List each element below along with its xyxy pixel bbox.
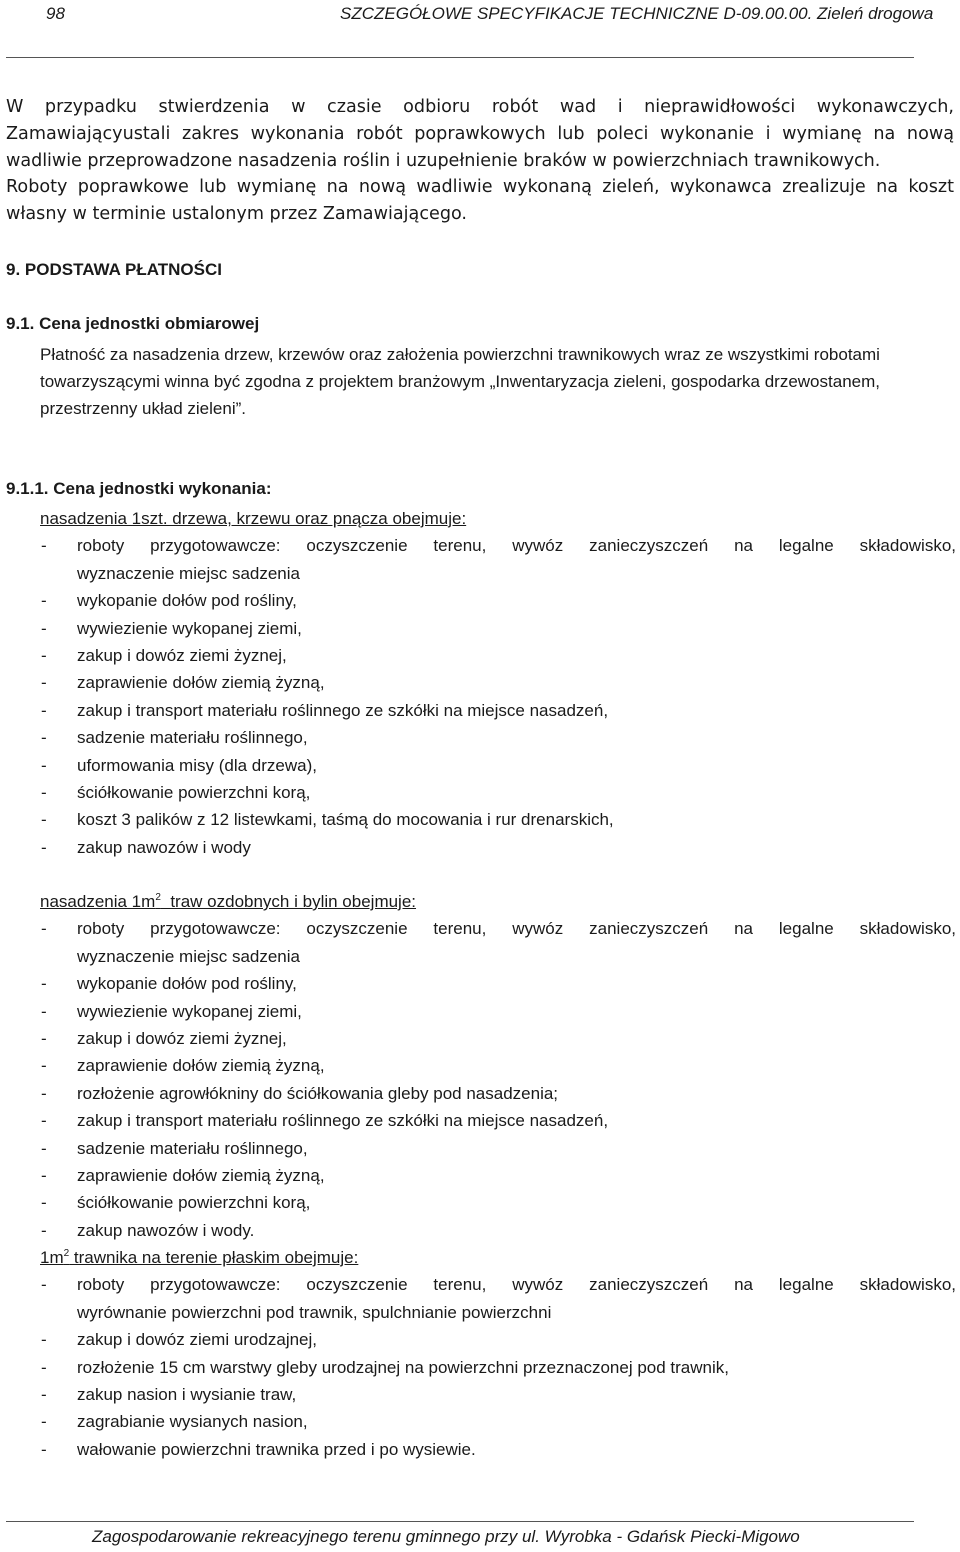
group-title-post: trawnika na terenie płaskim obejmuje: [69, 1248, 359, 1267]
list-dash: - [41, 1385, 47, 1405]
list-item-text: koszt 3 palików z 12 listewkami, taśmą do mocowania i rur drenarskich, [77, 810, 614, 830]
intro-line: Roboty poprawkowe lub wymianę na nową wadliwie wykonaną zieleń, wykonawca zrealizuje na koszt [6, 177, 954, 198]
intro-line: własny w terminie ustalonym przez Zamawiającego. [6, 204, 468, 225]
list-item [40, 1326, 800, 1353]
list-item [40, 752, 956, 779]
list-item-text: sadzenie materiału roślinnego, [77, 1138, 308, 1158]
list-dash: - [41, 700, 47, 720]
list-item [40, 642, 956, 669]
list-dash: - [41, 837, 47, 857]
list-item [40, 998, 956, 1025]
list-item [40, 1162, 956, 1189]
list-dash: - [41, 810, 47, 830]
group-lawn [40, 1244, 956, 1463]
list-item-text: zakup nawozów i wody [77, 837, 251, 857]
list-item [40, 587, 956, 614]
list-item-text: wałowanie powierzchni trawnika przed i po wysiewie. [77, 1439, 476, 1459]
list-dash: - [41, 1439, 47, 1459]
section-9-1-paragraph: Płatność za nasadzenia drzew, krzewów oraz założenia powierzchni trawnikowych wraz ze wszystkimi robotami towarzyszącymi winna być zgodna z projektem branżowym „Inwentaryzacja zieleni, gospodarka drzewostanem, przestrzenny układ zieleni”. [40, 345, 880, 418]
list-item-text: zaprawienie dołów ziemią żyzną, [77, 1056, 325, 1076]
list-item-text: zakup i transport materiału roślinnego ze szkółki na miejsce nasadzeń, [77, 700, 609, 720]
list-item-text: zakup i dowóz ziemi urodzajnej, [77, 1330, 318, 1350]
section-9-heading: 9. PODSTAWA PŁATNOŚCI [6, 260, 222, 279]
intro-line: Zamawiającyustali zakres wykonania robót poprawkowych lub poleci wykonanie i wymianę na nową [6, 123, 954, 144]
list-item-continuation [40, 560, 956, 587]
list-dash: - [41, 1357, 47, 1377]
list-dash: - [41, 1056, 47, 1076]
list-item-text: wyrównanie powierzchni pod trawnik, spulchnianie powierzchni [77, 1302, 552, 1322]
list-item [40, 806, 956, 833]
list-dash: - [41, 1029, 47, 1049]
intro-line: wadliwie przeprowadzone nasadzenia roślin i uzupełnienie braków w powierzchniach trawnikowych. [6, 150, 881, 171]
list-item-text: zakup i transport materiału roślinnego ze szkółki na miejsce nasadzeń, [77, 1111, 609, 1131]
list-dash: - [41, 783, 47, 803]
list-item-text: ściółkowanie powierzchni korą, [77, 783, 311, 803]
list-item-text: zakup nasion i wysianie traw, [77, 1385, 297, 1405]
list-item-text: wyznaczenie miejsc sadzenia [77, 946, 300, 966]
list-dash: - [41, 673, 47, 693]
group-title [40, 888, 956, 915]
list-item-continuation [40, 1299, 956, 1326]
list-dash: - [41, 974, 47, 994]
list-item-text: rozłożenie 15 cm warstwy gleby urodzajnej na powierzchni przeznaczonej pod trawnik, [77, 1357, 729, 1377]
list-item [40, 1080, 956, 1107]
list-item [40, 1408, 800, 1435]
intro-paragraph [6, 94, 954, 228]
list-item [40, 532, 956, 559]
list-item-text: rozłożenie agrowłókniny do ściółkowania gleby pod nasadzenia; [77, 1083, 559, 1103]
list-dash: - [41, 646, 47, 666]
list-item-text: zaprawienie dołów ziemią żyzną, [77, 673, 325, 693]
list-item [40, 724, 956, 751]
list-dash: - [41, 1220, 47, 1240]
list-dash: - [41, 1330, 47, 1350]
list-item [40, 970, 956, 997]
list-item [40, 1025, 956, 1052]
list-item [40, 1354, 800, 1381]
list-item [40, 1107, 956, 1134]
list-item-text: zaprawienie dołów ziemią żyzną, [77, 1166, 325, 1186]
page-header [0, 2, 960, 26]
list-item [40, 779, 956, 806]
list-item [40, 1436, 800, 1463]
group-trees [40, 505, 956, 861]
list-dash: - [41, 919, 47, 939]
group-title-pre: nasadzenia 1m [40, 892, 156, 911]
group-title-pre: 1m [40, 1248, 64, 1267]
list-item [40, 1189, 956, 1216]
superscript: 2 [63, 1248, 70, 1259]
page-footer: Zagospodarowanie rekreacyjnego terenu gminnego przy ul. Wyrobka - Gdańsk Piecki-Migowo [92, 1527, 800, 1546]
list-dash: - [41, 755, 47, 775]
list-item-text: ściółkowanie powierzchni korą, [77, 1193, 311, 1213]
list-item [40, 669, 956, 696]
section-9-1-1-heading: 9.1.1. Cena jednostki wykonania: [6, 479, 272, 498]
list-item [40, 1271, 956, 1298]
list-dash: - [41, 1193, 47, 1213]
group-title-post: traw ozdobnych i bylin obejmuje: [160, 892, 417, 911]
list-item [40, 915, 956, 942]
list-item-text: wywiezienie wykopanej ziemi, [77, 618, 302, 638]
list-item-text: wywiezienie wykopanej ziemi, [77, 1001, 302, 1021]
list-item-text: uformowania misy (dla drzewa), [77, 755, 317, 775]
list-dash: - [41, 536, 47, 556]
header-divider [6, 57, 914, 58]
list-item-text: wykopanie dołów pod rośliny, [77, 974, 297, 994]
list-item-text: zagrabianie wysianych nasion, [77, 1412, 308, 1432]
list-dash: - [41, 728, 47, 748]
footer-divider [6, 1521, 914, 1522]
list-dash: - [41, 1138, 47, 1158]
list-item-text: zakup nawozów i wody. [77, 1220, 255, 1240]
list-dash: - [41, 1412, 47, 1432]
list-dash: - [41, 618, 47, 638]
section-9-1-heading: 9.1. Cena jednostki obmiarowej [6, 314, 260, 333]
list-dash: - [41, 1083, 47, 1103]
group-title: nasadzenia 1szt. drzewa, krzewu oraz pnącza obejmuje: [40, 509, 467, 528]
list-item [40, 1052, 956, 1079]
superscript: 2 [155, 892, 161, 903]
list-item-text: roboty przygotowawcze: oczyszczenie terenu, wywóz zanieczyszczeń na legalne składowisko, [77, 536, 956, 556]
list-item-text: roboty przygotowawcze: oczyszczenie terenu, wywóz zanieczyszczeń na legalne składowisko, [77, 919, 956, 939]
list-dash: - [41, 1275, 47, 1295]
list-dash: - [41, 1111, 47, 1131]
header-title: SZCZEGÓŁOWE SPECYFIKACJE TECHNICZNE D-09.00.00. Zieleń drogowa [340, 4, 934, 23]
list-item-continuation [40, 943, 956, 970]
list-item-text: zakup i dowóz ziemi żyznej, [77, 1029, 287, 1049]
list-item [40, 1381, 800, 1408]
list-item [40, 697, 956, 724]
list-item-text: wykopanie dołów pod rośliny, [77, 591, 297, 611]
page-number: 98 [46, 4, 65, 23]
list-dash: - [41, 591, 47, 611]
intro-line: W przypadku stwierdzenia w czasie odbioru robót wad i nieprawidłowości wykonawczych, [6, 97, 954, 117]
list-dash: - [41, 1166, 47, 1186]
list-dash: - [41, 1001, 47, 1021]
group-title [40, 1244, 956, 1271]
list-item-text: roboty przygotowawcze: oczyszczenie terenu, wywóz zanieczyszczeń na legalne składowisko, [77, 1275, 956, 1295]
list-item-text: zakup i dowóz ziemi żyznej, [77, 646, 287, 666]
list-item-text: sadzenie materiału roślinnego, [77, 728, 308, 748]
list-item-text: wyznaczenie miejsc sadzenia [77, 563, 300, 583]
group-grasses [40, 888, 956, 1244]
list-item [40, 1135, 956, 1162]
list-item [40, 1217, 956, 1244]
list-item [40, 834, 956, 861]
list-item [40, 615, 956, 642]
